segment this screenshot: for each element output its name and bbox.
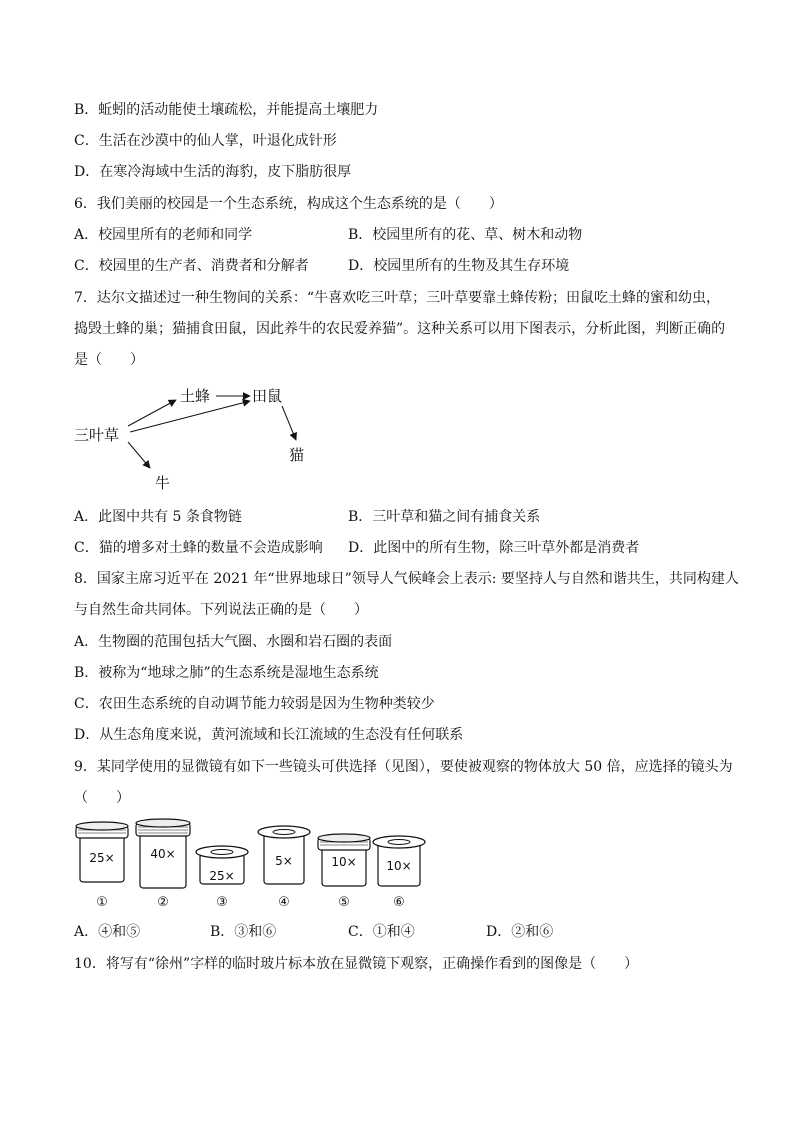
lens-5 bbox=[318, 834, 370, 910]
q9-option-b: B．③和⑥ bbox=[210, 924, 277, 940]
lens-6-num: ⑥ bbox=[393, 895, 405, 910]
lens-5-num: ⑤ bbox=[338, 895, 350, 910]
q7-option-a: A．此图中共有 5 条食物链 bbox=[74, 509, 242, 525]
q8-option-a: A．生物圈的范围包括大气圈、水圈和岩石圈的表面 bbox=[74, 634, 393, 650]
q5-option-c: C．生活在沙漠中的仙人掌，叶退化成针形 bbox=[74, 133, 337, 149]
lens-1 bbox=[76, 822, 128, 910]
lens-1-mag: 25× bbox=[89, 851, 115, 865]
node-bee: 土蜂 bbox=[180, 387, 211, 405]
lens-2 bbox=[136, 819, 190, 910]
q6-option-a: A．校园里所有的老师和同学 bbox=[74, 227, 253, 243]
q8-option-c: C．农田生态系统的自动调节能力较弱是因为生物种类较少 bbox=[74, 696, 435, 712]
q9-stem-line1: 9．某同学使用的显微镜有如下一些镜头可供选择（见图），要使被观察的物体放大 50 倍，应选择的镜头为 bbox=[74, 759, 733, 775]
lens-2-num: ② bbox=[157, 895, 169, 910]
lens-3-num: ③ bbox=[216, 895, 228, 910]
node-cat: 猫 bbox=[289, 446, 305, 464]
q8-stem-line1: 8．国家主席习近平在 2021 年“世界地球日”领导人气候峰会上表示: 要坚持人与自然和谐共生，共同构建人 bbox=[74, 571, 739, 587]
lens-diagram bbox=[70, 818, 430, 912]
q9-option-c: C．①和④ bbox=[348, 924, 415, 940]
lens-4 bbox=[258, 826, 310, 910]
lens-1-num: ① bbox=[96, 895, 108, 910]
q10-stem: 10．将写有“徐州”字样的临时玻片标本放在显微镜下观察，正确操作看到的图像是（ ） bbox=[74, 956, 639, 972]
lens-5-mag: 10× bbox=[331, 855, 357, 869]
lens-3-mag: 25× bbox=[209, 869, 235, 883]
q9-option-d: D．②和⑥ bbox=[486, 924, 554, 940]
q6-stem: 6．我们美丽的校园是一个生态系统，构成这个生态系统的是（ ） bbox=[74, 196, 503, 212]
q7-stem-line2: 捣毁土蜂的巢；猫捕食田鼠，因此养牛的农民爱养猫”。这种关系可以用下图表示，分析此图，判断正确的 bbox=[74, 321, 726, 337]
node-mouse: 田鼠 bbox=[252, 387, 283, 405]
q6-option-c: C．校园里的生产者、消费者和分解者 bbox=[74, 258, 309, 274]
lens-2-mag: 40× bbox=[150, 847, 176, 861]
q7-option-c: C．猫的增多对土蜂的数量不会造成影响 bbox=[74, 540, 323, 556]
food-web-diagram bbox=[60, 380, 350, 495]
q7-option-b: B．三叶草和猫之间有捕食关系 bbox=[348, 509, 541, 525]
lens-3 bbox=[196, 846, 248, 910]
node-clover: 三叶草 bbox=[74, 426, 120, 444]
lens-4-mag: 5× bbox=[275, 854, 293, 868]
arrow-clover-mouse bbox=[130, 401, 250, 432]
lens-6-mag: 10× bbox=[386, 859, 412, 873]
q6-option-d: D．校园里所有的生物及其生存环境 bbox=[348, 258, 570, 274]
q7-stem-line3: 是（ ） bbox=[74, 352, 144, 368]
q9-option-a: A．④和⑤ bbox=[74, 924, 141, 940]
q8-option-d: D．从生态角度来说，黄河流域和长江流域的生态没有任何联系 bbox=[74, 727, 464, 743]
q5-option-b: B．蚯蚓的活动能使土壤疏松，并能提高土壤肥力 bbox=[74, 102, 379, 118]
q7-stem-line1: 7．达尔文描述过一种生物间的关系：“牛喜欢吃三叶草；三叶草要靠土蜂传粉；田鼠吃土蜂的蜜和幼虫， bbox=[74, 290, 721, 306]
q8-option-b: B．被称为“地球之肺”的生态系统是湿地生态系统 bbox=[74, 665, 379, 681]
q8-stem-line2: 与自然生命共同体。下列说法正确的是（ ） bbox=[74, 602, 368, 618]
arrow-mouse-cat bbox=[282, 406, 296, 440]
q7-option-d: D．此图中的所有生物，除三叶草外都是消费者 bbox=[348, 540, 640, 556]
q9-stem-line2: （ ） bbox=[74, 790, 130, 806]
lens-6 bbox=[373, 836, 425, 910]
arrow-clover-cow bbox=[128, 442, 150, 468]
q5-option-d: D．在寒冷海域中生活的海豹，皮下脂肪很厚 bbox=[74, 164, 352, 180]
lens-4-num: ④ bbox=[278, 895, 290, 910]
q6-option-b: B．校园里所有的花、草、树木和动物 bbox=[348, 227, 583, 243]
node-cow: 牛 bbox=[155, 474, 171, 492]
